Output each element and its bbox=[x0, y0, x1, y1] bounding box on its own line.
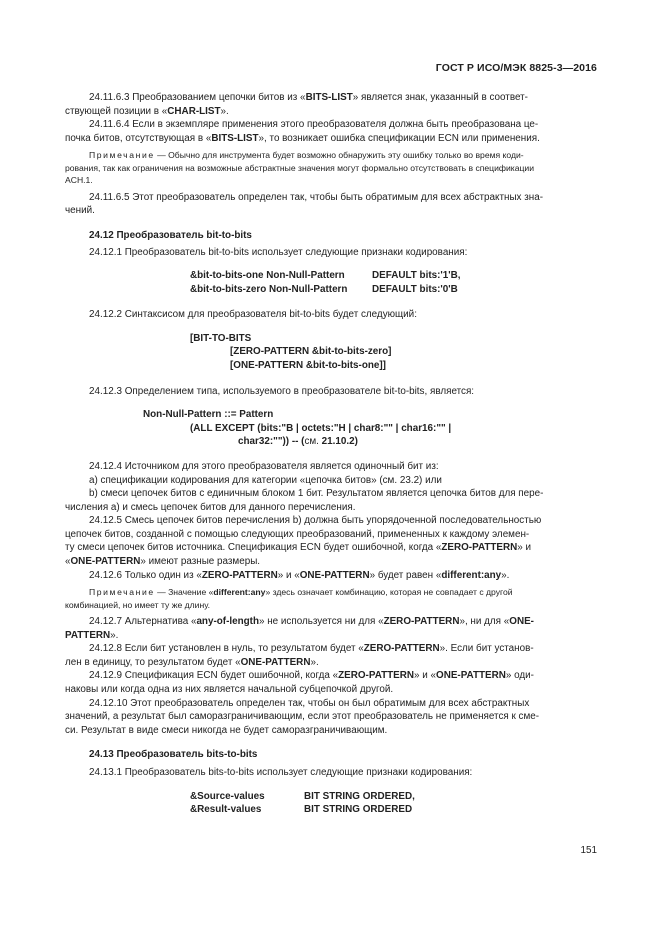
document-header: ГОСТ Р ИСО/МЭК 8825-3—2016 bbox=[435, 62, 597, 74]
paragraph-24-12-2: 24.12.2 Синтаксисом для преобразователя bit-to-bits будет следующий: bbox=[89, 309, 417, 321]
section-heading-24-13: 24.13 Преобразователь bits-to-bits bbox=[89, 749, 258, 761]
list-item-b: b) смеси цепочек битов с единичным блоком 1 бит. Результатом является цепочка битов для пере- bbox=[89, 488, 544, 500]
paragraph-24-11-6-3-cont: ствующей позиции в «CHAR-LIST». bbox=[65, 105, 229, 117]
paragraph-24-12-8: 24.12.8 Если бит установлен в нуль, то результатом будет «ZERO-PATTERN». Если бит установ- bbox=[89, 643, 534, 655]
paragraph-24-13-1: 24.13.1 Преобразователь bits-to-bits использует следующие признаки кодирования: bbox=[89, 767, 473, 778]
paragraph-24-11-6-3: 24.11.6.3 Преобразованием цепочки битов из «BITS-LIST» является знак, указанный в соответ- bbox=[89, 92, 528, 103]
note-label: Примечание bbox=[89, 587, 155, 598]
note-label: Примечание bbox=[89, 150, 155, 161]
paragraph-24-11-6-4-cont: почка битов, отсутствующая в «BITS-LIST», то возникает ошибка спецификации ECN или применения. bbox=[65, 132, 540, 144]
paragraph-24-12-6: 24.12.6 Только один из «ZERO-PATTERN» и «ONE-PATTERN» будет равен «different:any». bbox=[89, 569, 510, 581]
paragraph-24-12-10: 24.12.10 Этот преобразователь определен так, чтобы он был обратимым для всех абстрактных bbox=[89, 697, 530, 709]
paragraph-24-12-9: 24.12.9 Спецификация ECN будет ошибочной, когда «ZERO-PATTERN» и «ONE-PATTERN» оди- bbox=[89, 670, 534, 682]
paragraph-24-12-3: 24.12.3 Определением типа, используемого в преобразователе bit-to-bits, является: bbox=[89, 385, 475, 397]
page-number: 151 bbox=[580, 845, 597, 856]
note-2: Примечание — Значение «different:any» здесь означает комбинацию, которая не совпадает с другой комбинацией, но имеет ту же длину. bbox=[65, 587, 513, 610]
paragraph-24-12-5: 24.12.5 Смесь цепочек битов перечисления b) должна быть упорядоченной последовательностью bbox=[89, 515, 542, 527]
paragraph-24-11-6-5-cont: чений. bbox=[65, 205, 95, 217]
list-item-b-cont: числения а) и смесь цепочек битов для данного перечисления. bbox=[65, 501, 356, 513]
code-block-encoding-properties: &bit-to-bits-one Non-Null-Pattern DEFAULT bits:'1'B, &bit-to-bits-zero Non-Null-Pattern DEFAULT bits:'0'B bbox=[190, 269, 461, 295]
section-heading-24-12: 24.12 Преобразователь bit-to-bits bbox=[89, 229, 252, 241]
note-1: Примечание — Обычно для инструмента будет возможно обнаружить эту ошибку только во время коди- рования, так как ограничения на возможные абстрактные значения могут формально отсутствовать в спецификации ACH.1. bbox=[65, 150, 535, 186]
list-item-a: a) спецификации кодирования для категории «цепочка битов» (см. 23.2) или bbox=[89, 474, 442, 486]
paragraph-24-12-4: 24.12.4 Источником для этого преобразователя является одиночный бит из: bbox=[89, 460, 439, 472]
paragraph-24-12-1: 24.12.1 Преобразователь bit-to-bits использует следующие признаки кодирования: bbox=[89, 247, 468, 259]
paragraph-24-11-6-4: 24.11.6.4 Если в экземпляре применения этого преобразователя должна быть преобразована це- bbox=[89, 119, 539, 131]
page-content: 24.11.6.3 Преобразованием цепочки битов из «BITS-LIST» является знак, указанный в соответ- ствующей позиции в «CHAR-LIST». 24.11.6.4 Если в экземпляре применения этого преобразователя должна быть преобразована це- почка битов, отсутствующая в «BITS-LIST», то возникает ошибка спецификации ECN или применения. Примечание — Обычно для инструмента будет возможно обнаружить эту ошибку только во время коди- рования, так как ограничения на возможные абстрактные значения могут формально отсутствовать в спецификации ACH.1. 24.11.6.5 Этот преобразователь определен так, чтобы быть обратимым для всех абстрактных зна- чений. 24.12 Преобразователь bit-to-bits 24.12.1 Преобразователь bit-to-bits использует следующие признаки кодирования: &bit-to-bits-one Non-Null-Pattern DEFAULT bits:'1'B, &bit-to-bits-zero Non-Null-Pattern DEFAULT bits:'0'B 24.12.2 Синтаксисом для преобразователя bit-to-bits будет следующий: [BIT-TO-BITS [ZERO-PATTERN &bit-to-bits-zero] [ONE-PATTERN &bit-to-bits-one]] 24.12.3 Определением типа, используемого в преобразователе bit-to-bits, является: Non-Null-Pattern ::= Pattern (ALL EXCEPT (bits:"B | octets:"H | char8:"" | char16:"" | char32:"")) -- (см. 21.10.2) 24.12.4 Источником для этого преобразователя является одиночный бит из: a) спецификации кодирования для категории «цепочка битов» (см. 23.2) или b) смеси цепочек битов с единичным блоком 1 бит. Результатом является цепочка битов для пере- числения а) и смесь цепочек битов для данного перечисления. 24.12.5 Смесь цепочек битов перечисления b) должна быть упорядоченной последовательностью цепочек битов, созданной с помощью следующих преобразований, примененных к каждому элемен- ту смеси цепочек битов источника. Спецификация ECN будет ошибочной, когда «ZERO-PATTERN» и «ONE-PATTERN» имеют разные размеры. 24.12.6 Только один из «ZERO-PATTERN» и «ONE-PATTERN» будет равен «different:any». Примечание — Значение «different:any» здесь означает комбинацию, которая не совпадает с другой комбинацией, но имеет ту же длину. 24.12.7 Альтернатива «any-of-length» не используется ни для «ZERO-PATTERN», ни для «ONE- PATTERN». 24.12.8 Если бит установлен в нуль, то результатом будет «ZERO-PATTERN». Если бит установ- лен в единицу, то результатом будет «ONE-PATTERN». 24.12.9 Спецификация ECN будет ошибочной, когда «ZERO-PATTERN» и «ONE-PATTERN» оди- наковы или когда одна из них является начальной субцепочкой другой. 24.12.10 Этот преобразователь определен так, чтобы он был обратимым для всех абстрактных значений, а результат был саморазграничивающим, если этот преобразователь не применяется к сме- си. Результат в виде смеси никогда не будет саморазграничивающим. 24.13 Преобразователь bits-to-bits 24.13.1 Преобразователь bits-to-bits использует следующие признаки кодирования: &Source-values BIT STRING ORDERED, &Result-values BIT STRING ORDERED bbox=[65, 91, 597, 817]
paragraph-24-12-7: 24.12.7 Альтернатива «any-of-length» не используется ни для «ZERO-PATTERN», ни для «ONE- bbox=[89, 616, 534, 628]
code-block-type-definition: Non-Null-Pattern ::= Pattern (ALL EXCEPT (bits:"B | octets:"H | char8:"" | char16:"" | char32:"")) -- (см. 21.10.2) bbox=[143, 409, 452, 448]
code-block-bits-to-bits-properties: &Source-values BIT STRING ORDERED, &Result-values BIT STRING ORDERED bbox=[190, 790, 415, 816]
code-block-syntax: [BIT-TO-BITS [ZERO-PATTERN &bit-to-bits-zero] [ONE-PATTERN &bit-to-bits-one]] bbox=[190, 332, 392, 371]
paragraph-24-11-6-5: 24.11.6.5 Этот преобразователь определен так, чтобы быть обратимым для всех абстрактных зна- bbox=[89, 191, 543, 203]
